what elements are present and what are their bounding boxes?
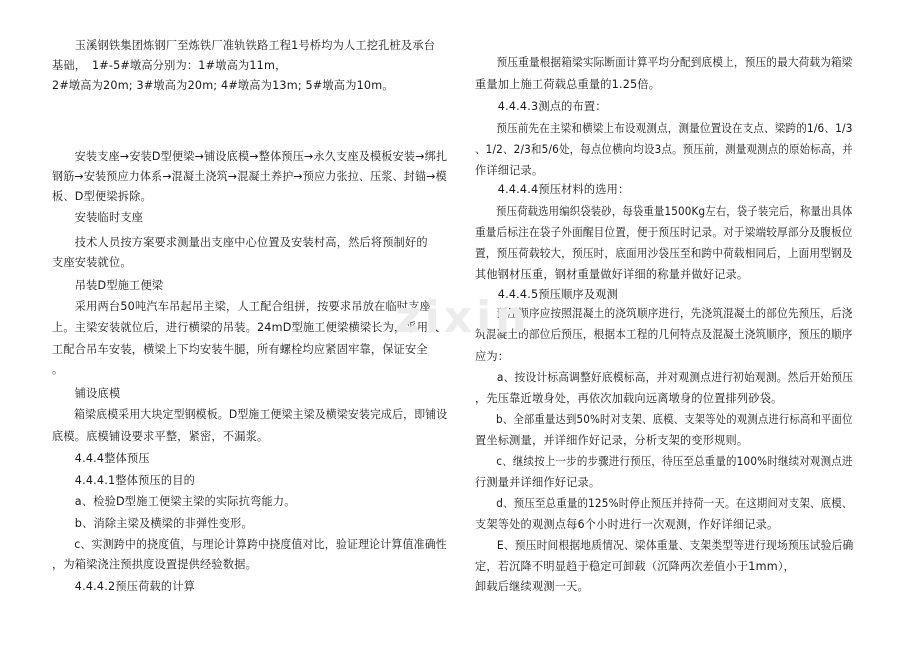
text-line: ，先压靠近墩身处，再依次加载向远离墩身的位置排列砂袋。 bbox=[475, 392, 783, 405]
text-line: 卸载后继续观测一天。 bbox=[475, 580, 589, 593]
text-line: 预压荷载选用编织袋装砂，每袋重量1500Kg左右，袋子装完后，称量出具体 bbox=[475, 205, 853, 218]
text-line: 支座安装就位。 bbox=[52, 256, 132, 269]
text-line: 支架等处的观测点每6个小时进行一次观测，作好详细记录。 bbox=[475, 518, 779, 531]
text-line: 作详细记录。 bbox=[475, 164, 544, 177]
section-heading: 安装临时支座 bbox=[52, 211, 144, 224]
text-line: ，为箱梁浇注预拱度设置提供经验数据。 bbox=[52, 558, 257, 571]
text-line: 底模。底模铺设要求平整，紧密，不漏浆。 bbox=[52, 430, 269, 443]
text-line: 玉溪钢铁集团炼钢厂至炼铁厂准轨铁路工程1号桥均为人工挖孔桩及承台 bbox=[52, 39, 436, 52]
section-heading: 4.4.4.2预压荷载的计算 bbox=[52, 580, 196, 593]
text-line: 板、D型便梁拆除。 bbox=[52, 190, 152, 203]
section-heading: 吊装D型施工便梁 bbox=[52, 279, 164, 292]
text-line: 筑混凝土的部位后预压，根据本工程的几何特点及混凝土浇筑顺序，预压的顺序 bbox=[475, 328, 853, 341]
section-heading: 4.4.4.1整体预压的目的 bbox=[52, 474, 196, 487]
text-line: 其他钢材压重，钢材重量做好详细的称量并做好记录。 bbox=[475, 268, 749, 281]
text-line: 定，若沉降不明显趋于稳定可卸载（沉降两次差值小于1mm）， bbox=[475, 560, 795, 573]
watermark-text: zixin bbox=[395, 292, 531, 343]
section-heading: 4.4.4.5预压顺序及观测 bbox=[475, 288, 619, 301]
text-line: 基础， 1#-5#墩高分别为：1#墩高为11m， bbox=[52, 59, 287, 72]
text-line: a、按设计标高调整好底模标高，并对观测点进行初始观测。然后开始预压 bbox=[475, 371, 854, 384]
text-line: b、消除主梁及横梁的非弹性变形。 bbox=[52, 517, 253, 530]
text-line: b、全部重量达到50%时对支架、底模、支架等处的观测点进行标高和平面位 bbox=[475, 413, 853, 426]
text-line: 箱梁底模采用大块定型钢模板。D型施工便梁主梁及横梁安装完成后，即铺设 bbox=[52, 408, 448, 421]
text-line: a、检验D型施工便梁主梁的实际抗弯能力。 bbox=[52, 495, 296, 508]
text-line: 预压前先在主梁和横梁上布设观测点，测量位置设在支点、梁跨的1/6、1/3 bbox=[475, 122, 853, 135]
text-line: 上。主梁安装就位后，进行横梁的吊装。24mD型施工便梁横梁长为，采用人 bbox=[52, 321, 440, 334]
text-line: 技术人员按方案要求测量出支座中心位置及安装村高，然后将预制好的 bbox=[52, 236, 428, 249]
text-line: 采用两台50吨汽车吊起吊主梁，人工配合组拼，按要求吊放在临时支座 bbox=[52, 300, 432, 313]
section-heading: 4.4.4.4预压材料的选用： bbox=[475, 183, 630, 196]
text-line: 安装支座→安装D型便梁→铺设底模→整体预压→永久支座及模板安装→绑扎 bbox=[52, 150, 448, 163]
section-heading: 铺设底模 bbox=[52, 387, 121, 400]
text-line: d、预压至总重量的125%时停止预压并持荷一天。在这期间对支架、底模、 bbox=[475, 497, 853, 510]
text-line: 置，预压荷载较大，预压时，底面用沙袋压至和跨中荷载相同后，上面用型钢及 bbox=[475, 247, 853, 260]
section-heading: 4.4.4.3测点的布置： bbox=[475, 100, 607, 113]
text-line: 置坐标测量，并详细作好记录，分析支架的变形规则。 bbox=[475, 434, 749, 447]
section-heading: 4.4.4整体预压 bbox=[52, 452, 150, 465]
text-line: 重量后标注在袋子外面醒目位置，便于预压时记录。对于梁端较厚部分及腹板位 bbox=[475, 226, 853, 239]
text-line: c、实测跨中的挠度值，与理论计算跨中挠度值对比，验证理论计算值准确性 bbox=[52, 538, 447, 551]
text-line: 重量加上施工荷载总重量的1.25倍。 bbox=[475, 78, 661, 91]
text-line: 2#墩高为20m; 3#墩高为20m; 4#墩高为13m; 5#墩高为10m。 bbox=[52, 79, 394, 92]
text-line: c、继续按上一步的步骤进行预压，待压至总重量的100%时继续对观测点进 bbox=[475, 455, 853, 468]
text-line: 钢筋→安装预应力体系→混凝土浇筑→混凝土养护→预应力张拉、压浆、封锚→模 bbox=[52, 170, 447, 183]
text-line: 应为： bbox=[475, 350, 510, 363]
text-line: 预压顺序应按照混凝土的浇筑顺序进行，先浇筑混凝土的部位先预压，后浇 bbox=[475, 307, 853, 320]
text-line: E、预压时间根据地质情况、梁体重量、支架类型等进行现场预压试验后确 bbox=[475, 539, 854, 552]
text-line: 工配合吊车安装，横梁上下均安装牛腿，所有螺栓均应紧固牢靠，保证安全 bbox=[52, 343, 428, 356]
text-line: 行测量并详细作好记录。 bbox=[475, 476, 601, 489]
text-line: 。 bbox=[52, 363, 64, 376]
text-line: 预压重量根据箱梁实际断面计算平均分配到底模上，预压的最大荷载为箱梁 bbox=[475, 56, 853, 69]
text-line: 、1/2、2/3和5/6处，每点位横向均设3点。预压前，测量观测点的原始标高，并 bbox=[475, 143, 853, 156]
